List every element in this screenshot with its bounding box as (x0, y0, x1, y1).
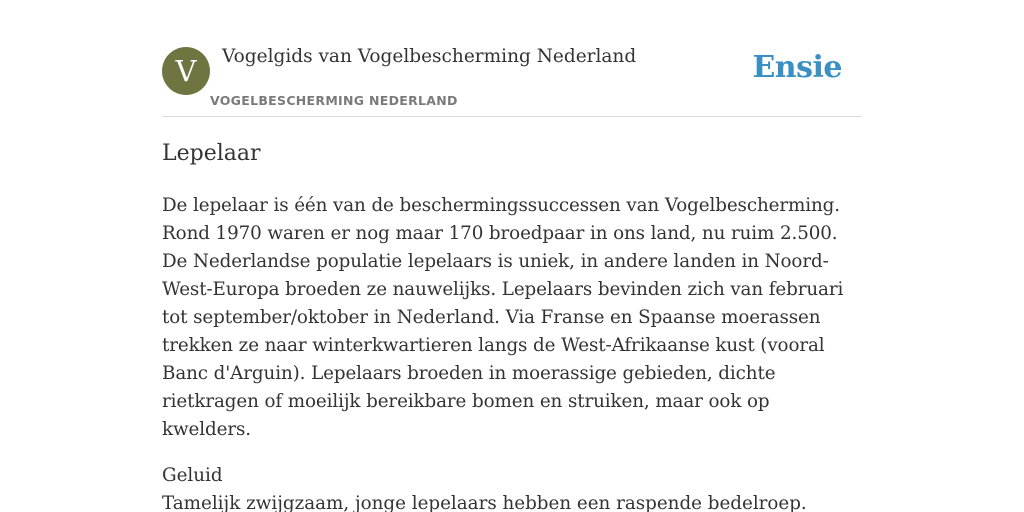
guide-header (162, 0, 862, 117)
guide-author-link[interactable]: VOGELBESCHERMING NEDERLAND (210, 93, 458, 108)
guide-title-link[interactable]: Vogelgids van Vogelbescherming Nederland (222, 46, 637, 67)
entry-content (162, 136, 852, 512)
ensie-logo[interactable]: Ensie (752, 50, 842, 85)
guide-avatar[interactable]: V (162, 47, 210, 95)
sound-heading: Geluid (162, 465, 223, 486)
entry-title: Lepelaar (162, 141, 261, 166)
sound-text: Tamelijk zwijgzaam, jonge lepelaars hebben een raspende bedelroep. (162, 493, 807, 512)
entry-description: De lepelaar is één van de beschermingssuccessen van Vogelbescherming. Rond 1970 waren er nog maar 170 broedpaar in ons land, nu ruim 2.500. De Nederlandse populatie lepelaars is uniek, in andere landen in Noord-West-Europa broeden ze nauwelijks. Lepelaars bevinden zich van februari tot september/oktober in Nederland. Via Franse en Spaanse moerassen trekken ze naar winterkwartieren langs de West-Afrikaanse kust (vooral Banc d'Arguin). Lepelaars broeden in moerassige gebieden, dichte rietkragen of moeilijk bereikbare bomen en struiken, maar ook op kwelders. (162, 195, 844, 440)
